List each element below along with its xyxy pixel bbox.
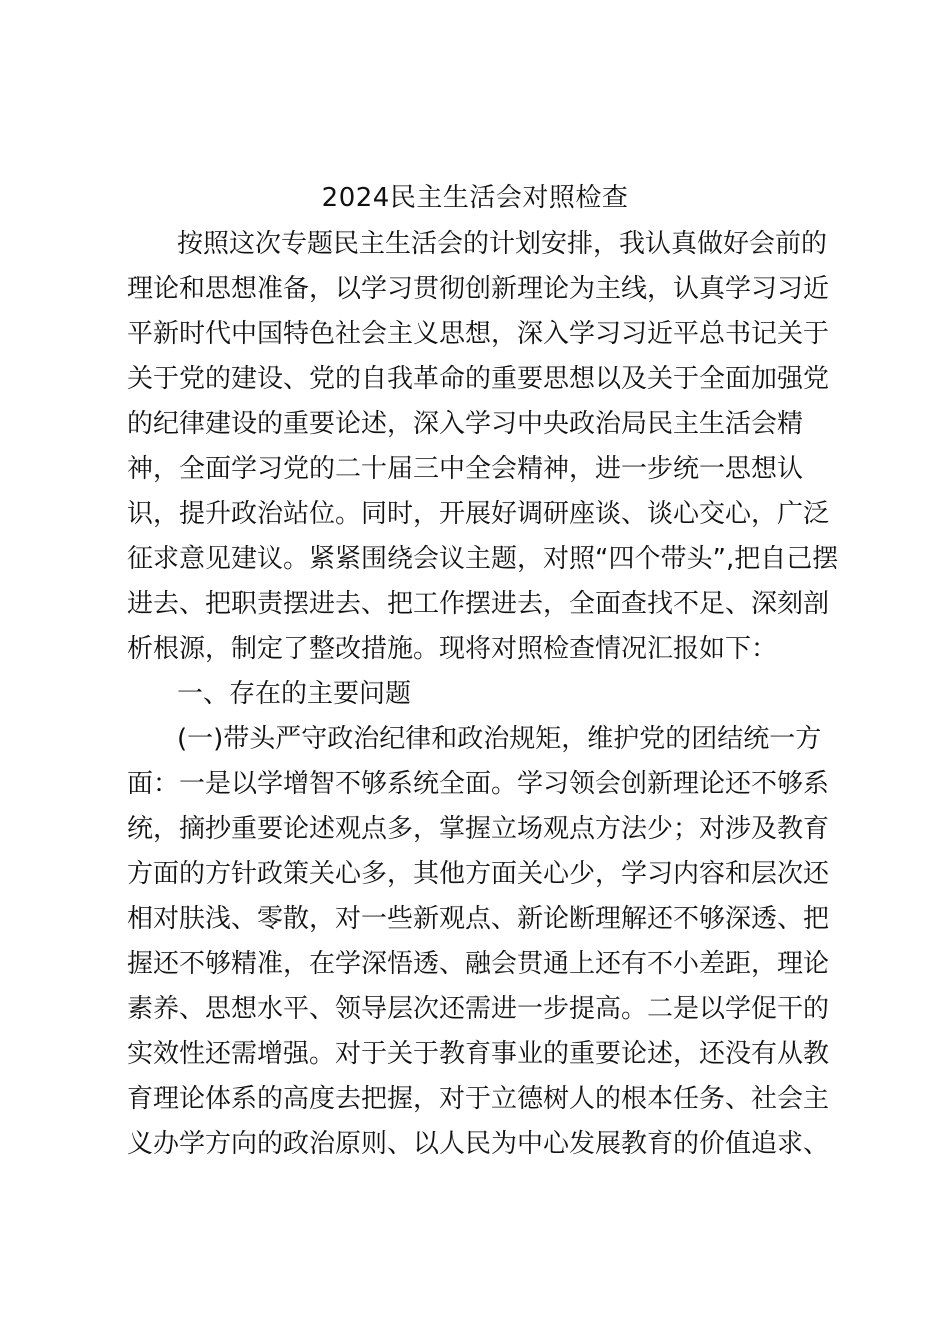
paragraph-line: 关于党的建设、党的自我革命的重要思想以及关于全面加强党 — [127, 364, 830, 394]
document-title: 2024民主生活会对照检查 — [321, 183, 629, 213]
paragraph-line: 征求意见建议。紧紧围绕会议主题，对照“四个带头”,把自己摆 — [127, 544, 839, 574]
paragraph-line: 识，提升政治站位。同时，开展好调研座谈、谈心交心，广泛 — [127, 499, 830, 529]
paragraph-line: 素养、思想水平、领导层次还需进一步提高。二是以学促干的 — [127, 994, 830, 1024]
paragraph-line: 面：一是以学增智不够系统全面。学习领会创新理论还不够系 — [127, 769, 830, 799]
paragraph-line: 的纪律建设的重要论述，深入学习中央政治局民主生活会精 — [127, 409, 804, 439]
paragraph-line: 按照这次专题民主生活会的计划安排，我认真做好会前的 — [177, 229, 828, 259]
paragraph-line: (一)带头严守政治纪律和政治规矩，维护党的团结统一方 — [177, 724, 822, 754]
paragraph-line: 进去、把职责摆进去、把工作摆进去，全面查找不足、深刻剖 — [127, 589, 830, 619]
paragraph-line: 实效性还需增强。对于关于教育事业的重要论述，还没有从教 — [127, 1039, 830, 1069]
paragraph-line: 相对肤浅、零散，对一些新观点、新论断理解还不够深透、把 — [127, 904, 830, 934]
paragraph-line: 平新时代中国特色社会主义思想，深入学习习近平总书记关于 — [127, 319, 830, 349]
paragraph-line: 义办学方向的政治原则、以人民为中心发展教育的价值追求、 — [127, 1129, 830, 1159]
paragraph-line: 握还不够精准，在学深悟透、融会贯通上还有不小差距，理论 — [127, 949, 830, 979]
paragraph-line: 神，全面学习党的二十届三中全会精神，进一步统一思想认 — [127, 454, 804, 484]
paragraph-line: 方面的方针政策关心多，其他方面关心少，学习内容和层次还 — [127, 859, 830, 889]
paragraph-line: 统，摘抄重要论述观点多，掌握立场观点方法少；对涉及教育 — [127, 814, 830, 844]
paragraph-line: 析根源，制定了整改措施。现将对照检查情况汇报如下： — [127, 634, 778, 664]
paragraph-line: 理论和思想准备，以学习贯彻创新理论为主线，认真学习习近 — [127, 274, 830, 304]
paragraph-line: 育理论体系的高度去把握，对于立德树人的根本任务、社会主 — [127, 1084, 830, 1114]
section-heading: 一、存在的主要问题 — [177, 679, 412, 709]
